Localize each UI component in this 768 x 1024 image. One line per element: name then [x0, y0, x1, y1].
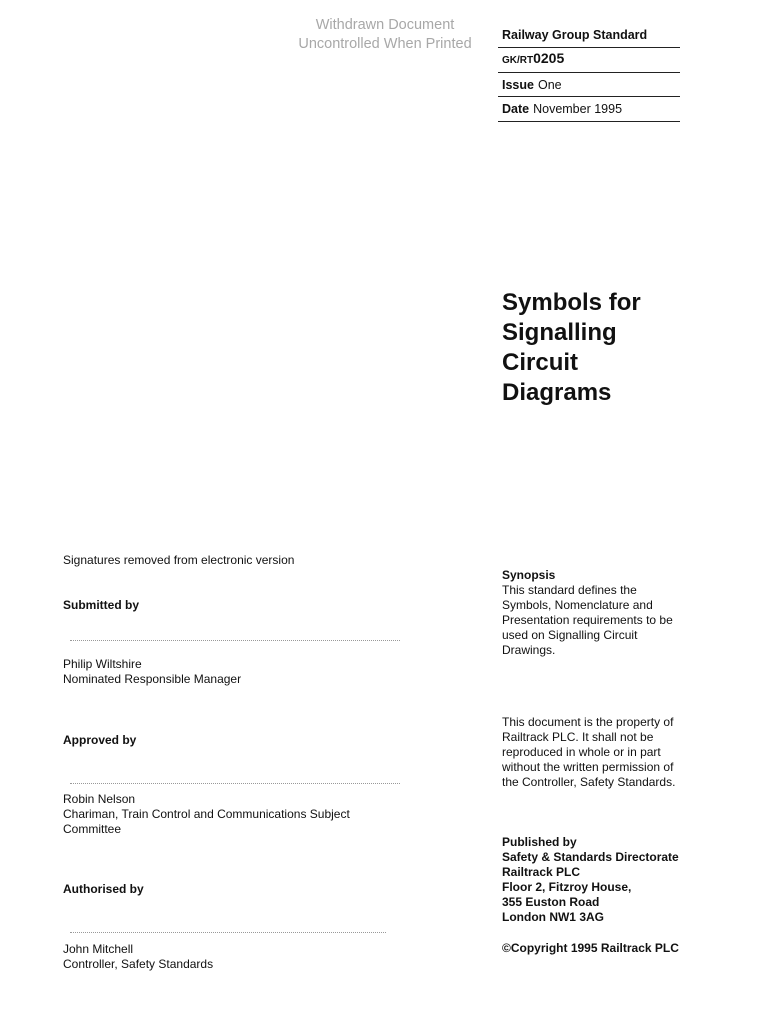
- approved-name: Robin Nelson: [63, 792, 136, 806]
- title-line-2: Signalling: [502, 319, 617, 346]
- issue-row: [498, 77, 680, 97]
- property-line-4: without the written permission of: [502, 760, 674, 774]
- submitted-role: Nominated Responsible Manager: [63, 672, 242, 686]
- date-label: Date: [502, 102, 530, 116]
- publisher-block: [502, 835, 712, 925]
- standard-code-number: 0205: [533, 50, 565, 66]
- document-title: [502, 288, 702, 408]
- copyright: ©Copyright 1995 Railtrack PLC: [502, 941, 679, 955]
- submitted-heading: Submitted by: [63, 598, 140, 612]
- signatures-note: Signatures removed from electronic version: [63, 553, 295, 567]
- approved-signature-line: [70, 783, 400, 784]
- property-line-5: the Controller, Safety Standards.: [502, 775, 676, 789]
- authorised-heading: Authorised by: [63, 882, 144, 896]
- watermark-line-1: Withdrawn Document: [315, 17, 455, 33]
- issue-label: Issue: [502, 78, 534, 92]
- synopsis-text: [502, 583, 702, 657]
- submitted-block: [63, 657, 241, 687]
- approved-role-line-1: Chariman, Train Control and Communications Subject: [63, 807, 350, 821]
- title-line-4: Diagrams: [502, 379, 612, 406]
- submitted-name: Philip Wiltshire: [63, 657, 142, 671]
- synopsis-line-1: This standard defines the: [502, 583, 637, 597]
- standard-code: [498, 50, 680, 73]
- property-line-1: This document is the property of: [502, 715, 674, 729]
- authorised-block: [63, 942, 213, 972]
- publisher-line-3: Floor 2, Fitzroy House,: [502, 880, 632, 894]
- title-line-1: Symbols for: [502, 289, 641, 316]
- property-line-2: Railtrack PLC. It shall not be: [502, 730, 654, 744]
- approved-block: [63, 792, 350, 837]
- date-row: [498, 101, 680, 122]
- authorised-signature-line: [70, 932, 386, 933]
- synopsis-line-5: Drawings.: [502, 643, 556, 657]
- title-line-3: Circuit: [502, 349, 579, 376]
- synopsis-line-4: used on Signalling Circuit: [502, 628, 638, 642]
- submitted-signature-line: [70, 640, 400, 641]
- synopsis-heading: Synopsis: [502, 568, 556, 582]
- standard-type: Railway Group Standard: [498, 27, 680, 48]
- synopsis-line-2: Symbols, Nomenclature and: [502, 598, 653, 612]
- authorised-name: John Mitchell: [63, 942, 134, 956]
- date-value: November 1995: [533, 102, 623, 116]
- watermark-line-2: Uncontrolled When Printed: [298, 36, 472, 52]
- synopsis-line-3: Presentation requirements to be: [502, 613, 673, 627]
- authorised-role: Controller, Safety Standards: [63, 957, 214, 971]
- watermark: [270, 16, 500, 54]
- issue-value: One: [537, 78, 562, 92]
- publisher-line-4: 355 Euston Road: [502, 895, 600, 909]
- approved-heading: Approved by: [63, 733, 137, 747]
- property-notice: [502, 715, 712, 790]
- publisher-line-5: London NW1 3AG: [502, 910, 604, 924]
- publisher-line-2: Railtrack PLC: [502, 865, 581, 879]
- publisher-heading: Published by: [502, 835, 577, 849]
- publisher-line-1: Safety & Standards Directorate: [502, 850, 679, 864]
- approved-role-line-2: Committee: [63, 822, 122, 836]
- property-line-3: reproduced in whole or in part: [502, 745, 661, 759]
- standard-code-prefix: GK/RT: [502, 55, 534, 66]
